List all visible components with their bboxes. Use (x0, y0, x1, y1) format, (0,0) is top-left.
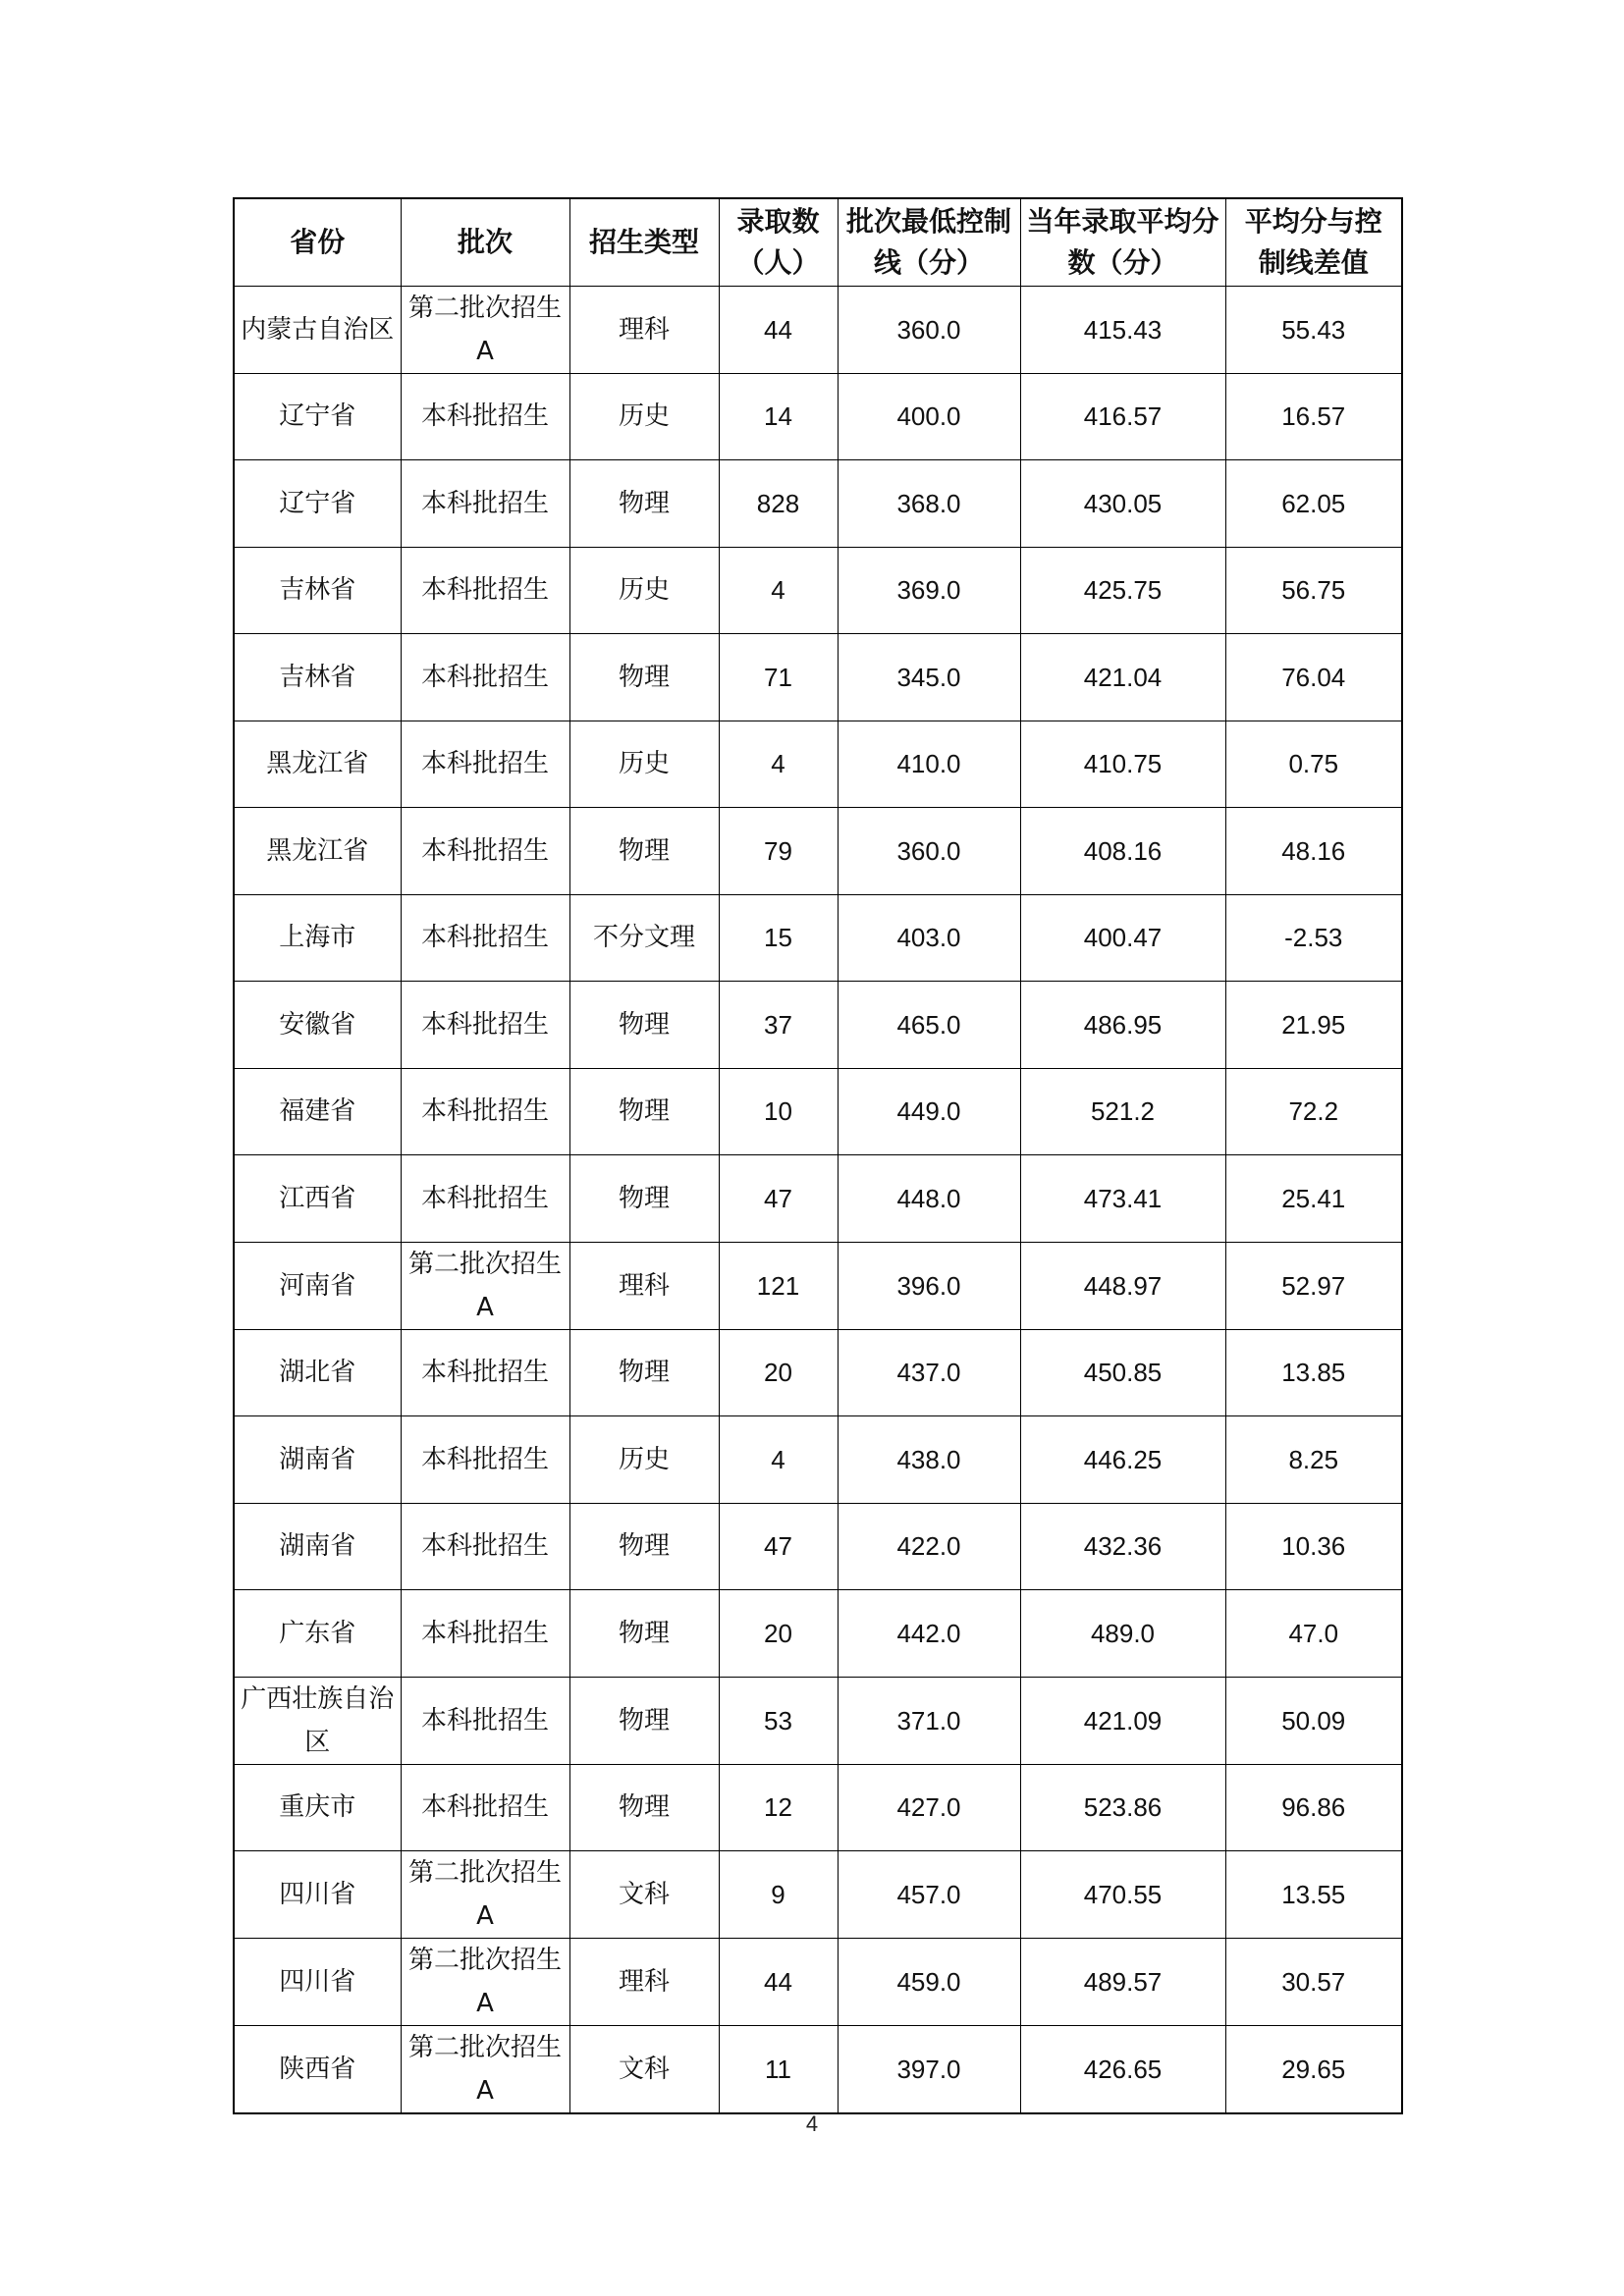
cell-admitted-count: 10 (719, 1068, 838, 1155)
table-row (234, 1677, 1402, 1764)
cell-province: 四川省 (234, 1939, 401, 2026)
cell-enrollment-type: 理科 (569, 1939, 719, 2026)
cell-batch: 本科批招生 (401, 894, 569, 982)
cell-min-control-line: 345.0 (838, 634, 1020, 721)
cell-province: 辽宁省 (234, 460, 401, 548)
cell-province: 陕西省 (234, 2026, 401, 2114)
cell-batch: 本科批招生 (401, 1590, 569, 1678)
cell-min-control-line: 465.0 (838, 982, 1020, 1069)
cell-province: 上海市 (234, 894, 401, 982)
table-row (234, 1590, 1402, 1678)
cell-admitted-count: 53 (719, 1677, 838, 1764)
cell-enrollment-type: 历史 (569, 373, 719, 460)
header-enrollment-type: 招生类型 (569, 198, 719, 286)
table-row (234, 894, 1402, 982)
cell-province: 湖南省 (234, 1416, 401, 1504)
cell-score-difference: 50.09 (1225, 1677, 1402, 1764)
cell-batch: 本科批招生 (401, 460, 569, 548)
cell-enrollment-type: 物理 (569, 808, 719, 895)
cell-admitted-count: 12 (719, 1764, 838, 1851)
cell-enrollment-type: 理科 (569, 286, 719, 373)
cell-average-score: 470.55 (1020, 1851, 1225, 1939)
cell-enrollment-type: 物理 (569, 1155, 719, 1243)
cell-batch: 本科批招生 (401, 1764, 569, 1851)
table-row (234, 1851, 1402, 1939)
table-row (234, 721, 1402, 808)
cell-min-control-line: 449.0 (838, 1068, 1020, 1155)
cell-enrollment-type: 文科 (569, 2026, 719, 2114)
cell-score-difference: 0.75 (1225, 721, 1402, 808)
table-row (234, 1416, 1402, 1504)
cell-batch: 本科批招生 (401, 1503, 569, 1590)
cell-average-score: 486.95 (1020, 982, 1225, 1069)
cell-enrollment-type: 历史 (569, 721, 719, 808)
cell-enrollment-type: 物理 (569, 460, 719, 548)
cell-min-control-line: 457.0 (838, 1851, 1020, 1939)
cell-enrollment-type: 物理 (569, 1677, 719, 1764)
cell-score-difference: 13.85 (1225, 1329, 1402, 1416)
table-row (234, 808, 1402, 895)
cell-average-score: 400.47 (1020, 894, 1225, 982)
cell-enrollment-type: 物理 (569, 982, 719, 1069)
cell-score-difference: 48.16 (1225, 808, 1402, 895)
cell-admitted-count: 79 (719, 808, 838, 895)
table-row (234, 1155, 1402, 1243)
cell-batch: 第二批次招生 A (401, 1851, 569, 1939)
cell-score-difference: 55.43 (1225, 286, 1402, 373)
cell-admitted-count: 121 (719, 1242, 838, 1329)
cell-batch: 本科批招生 (401, 1068, 569, 1155)
cell-score-difference: 10.36 (1225, 1503, 1402, 1590)
cell-min-control-line: 427.0 (838, 1764, 1020, 1851)
table-row (234, 286, 1402, 373)
cell-admitted-count: 20 (719, 1590, 838, 1678)
cell-batch: 第二批次招生 A (401, 286, 569, 373)
cell-average-score: 426.65 (1020, 2026, 1225, 2114)
cell-average-score: 489.0 (1020, 1590, 1225, 1678)
cell-min-control-line: 442.0 (838, 1590, 1020, 1678)
cell-province: 黑龙江省 (234, 721, 401, 808)
cell-score-difference: 47.0 (1225, 1590, 1402, 1678)
cell-batch: 本科批招生 (401, 373, 569, 460)
table-row (234, 1764, 1402, 1851)
cell-average-score: 473.41 (1020, 1155, 1225, 1243)
cell-province: 吉林省 (234, 634, 401, 721)
table-row (234, 982, 1402, 1069)
cell-average-score: 416.57 (1020, 373, 1225, 460)
cell-score-difference: 30.57 (1225, 1939, 1402, 2026)
cell-batch: 第二批次招生 A (401, 2026, 569, 2114)
cell-province: 湖南省 (234, 1503, 401, 1590)
cell-province: 安徽省 (234, 982, 401, 1069)
cell-admitted-count: 15 (719, 894, 838, 982)
cell-score-difference: -2.53 (1225, 894, 1402, 982)
cell-score-difference: 21.95 (1225, 982, 1402, 1069)
cell-average-score: 450.85 (1020, 1329, 1225, 1416)
admission-score-table (233, 197, 1403, 2114)
cell-min-control-line: 360.0 (838, 286, 1020, 373)
cell-score-difference: 13.55 (1225, 1851, 1402, 1939)
cell-min-control-line: 422.0 (838, 1503, 1020, 1590)
cell-score-difference: 16.57 (1225, 373, 1402, 460)
cell-admitted-count: 4 (719, 1416, 838, 1504)
cell-admitted-count: 828 (719, 460, 838, 548)
cell-score-difference: 72.2 (1225, 1068, 1402, 1155)
cell-average-score: 408.16 (1020, 808, 1225, 895)
cell-enrollment-type: 历史 (569, 1416, 719, 1504)
cell-admitted-count: 47 (719, 1503, 838, 1590)
table-header-row (234, 198, 1402, 286)
cell-score-difference: 62.05 (1225, 460, 1402, 548)
cell-min-control-line: 360.0 (838, 808, 1020, 895)
cell-min-control-line: 369.0 (838, 547, 1020, 634)
cell-average-score: 446.25 (1020, 1416, 1225, 1504)
cell-province: 福建省 (234, 1068, 401, 1155)
cell-admitted-count: 11 (719, 2026, 838, 2114)
cell-enrollment-type: 理科 (569, 1242, 719, 1329)
table-row (234, 1939, 1402, 2026)
cell-min-control-line: 396.0 (838, 1242, 1020, 1329)
cell-min-control-line: 448.0 (838, 1155, 1020, 1243)
cell-min-control-line: 368.0 (838, 460, 1020, 548)
cell-min-control-line: 437.0 (838, 1329, 1020, 1416)
cell-batch: 第二批次招生 A (401, 1242, 569, 1329)
table-row (234, 460, 1402, 548)
cell-average-score: 521.2 (1020, 1068, 1225, 1155)
page-number: 4 (805, 2111, 819, 2136)
cell-enrollment-type: 物理 (569, 1503, 719, 1590)
cell-province: 黑龙江省 (234, 808, 401, 895)
cell-province: 四川省 (234, 1851, 401, 1939)
cell-batch: 第二批次招生 A (401, 1939, 569, 2026)
cell-average-score: 432.36 (1020, 1503, 1225, 1590)
cell-batch: 本科批招生 (401, 1416, 569, 1504)
cell-province: 内蒙古自治区 (234, 286, 401, 373)
cell-score-difference: 25.41 (1225, 1155, 1402, 1243)
cell-score-difference: 52.97 (1225, 1242, 1402, 1329)
table-row (234, 1242, 1402, 1329)
cell-province: 湖北省 (234, 1329, 401, 1416)
cell-admitted-count: 71 (719, 634, 838, 721)
cell-average-score: 523.86 (1020, 1764, 1225, 1851)
cell-admitted-count: 44 (719, 1939, 838, 2026)
cell-enrollment-type: 物理 (569, 634, 719, 721)
cell-min-control-line: 403.0 (838, 894, 1020, 982)
header-province: 省份 (234, 198, 401, 286)
cell-min-control-line: 371.0 (838, 1677, 1020, 1764)
cell-admitted-count: 4 (719, 721, 838, 808)
cell-admitted-count: 37 (719, 982, 838, 1069)
cell-province: 广西壮族自治区 (234, 1677, 401, 1764)
cell-average-score: 410.75 (1020, 721, 1225, 808)
table-row (234, 373, 1402, 460)
cell-admitted-count: 9 (719, 1851, 838, 1939)
cell-province: 重庆市 (234, 1764, 401, 1851)
header-min-control-line: 批次最低控制线（分） (838, 198, 1020, 286)
cell-batch: 本科批招生 (401, 1155, 569, 1243)
header-admitted-count: 录取数（人） (719, 198, 838, 286)
cell-admitted-count: 14 (719, 373, 838, 460)
cell-average-score: 421.04 (1020, 634, 1225, 721)
cell-enrollment-type: 文科 (569, 1851, 719, 1939)
cell-average-score: 489.57 (1020, 1939, 1225, 2026)
cell-average-score: 421.09 (1020, 1677, 1225, 1764)
cell-enrollment-type: 物理 (569, 1590, 719, 1678)
cell-min-control-line: 400.0 (838, 373, 1020, 460)
cell-batch: 本科批招生 (401, 808, 569, 895)
table-row (234, 2026, 1402, 2114)
cell-min-control-line: 438.0 (838, 1416, 1020, 1504)
cell-admitted-count: 47 (719, 1155, 838, 1243)
header-average-score: 当年录取平均分数（分） (1020, 198, 1225, 286)
table-row (234, 547, 1402, 634)
header-batch: 批次 (401, 198, 569, 286)
cell-batch: 本科批招生 (401, 1329, 569, 1416)
cell-min-control-line: 397.0 (838, 2026, 1020, 2114)
cell-province: 江西省 (234, 1155, 401, 1243)
cell-score-difference: 96.86 (1225, 1764, 1402, 1851)
cell-score-difference: 29.65 (1225, 2026, 1402, 2114)
cell-batch: 本科批招生 (401, 634, 569, 721)
table-row (234, 1329, 1402, 1416)
cell-batch: 本科批招生 (401, 1677, 569, 1764)
cell-batch: 本科批招生 (401, 547, 569, 634)
cell-score-difference: 76.04 (1225, 634, 1402, 721)
cell-min-control-line: 459.0 (838, 1939, 1020, 2026)
cell-enrollment-type: 物理 (569, 1764, 719, 1851)
cell-province: 吉林省 (234, 547, 401, 634)
cell-admitted-count: 4 (719, 547, 838, 634)
cell-enrollment-type: 物理 (569, 1068, 719, 1155)
cell-batch: 本科批招生 (401, 721, 569, 808)
cell-province: 广东省 (234, 1590, 401, 1678)
cell-batch: 本科批招生 (401, 982, 569, 1069)
cell-score-difference: 8.25 (1225, 1416, 1402, 1504)
header-score-difference: 平均分与控制线差值 (1225, 198, 1402, 286)
table-row (234, 634, 1402, 721)
cell-enrollment-type: 物理 (569, 1329, 719, 1416)
cell-admitted-count: 20 (719, 1329, 838, 1416)
table-row (234, 1503, 1402, 1590)
cell-admitted-count: 44 (719, 286, 838, 373)
table-row (234, 1068, 1402, 1155)
cell-score-difference: 56.75 (1225, 547, 1402, 634)
cell-average-score: 425.75 (1020, 547, 1225, 634)
cell-province: 河南省 (234, 1242, 401, 1329)
cell-average-score: 448.97 (1020, 1242, 1225, 1329)
cell-average-score: 415.43 (1020, 286, 1225, 373)
cell-enrollment-type: 不分文理 (569, 894, 719, 982)
cell-min-control-line: 410.0 (838, 721, 1020, 808)
cell-enrollment-type: 历史 (569, 547, 719, 634)
cell-average-score: 430.05 (1020, 460, 1225, 548)
cell-province: 辽宁省 (234, 373, 401, 460)
table-body (234, 286, 1402, 2113)
